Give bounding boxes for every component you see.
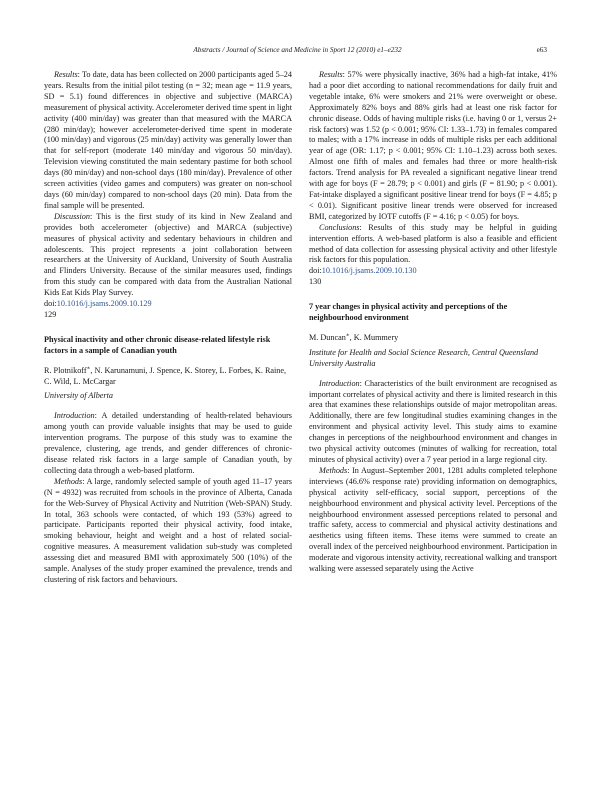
right-column	[309, 70, 557, 575]
introduction-label: Introduction	[54, 411, 95, 421]
discussion-paragraph: Discussion: This is the first study of its kind in New Zealand and provides both accelerometer (objective) and MARCA (subjective) measures of physical activity and sedentary behaviours in children and adolescents. This project represents a joint collaboration between researchers at the University of Auckland, University of South Australia and Flinders University. Because of the similar measures used, findings from this study can be compared with data from the Australian National Kids Eat Kids Play Survey.	[44, 211, 292, 298]
journal-citation: Abstracts / Journal of Science and Medicine in Sport 12 (2010) e1–e232	[193, 46, 402, 54]
results-label: Results	[319, 70, 343, 79]
corresponding-author-mark: ∗	[345, 332, 350, 339]
doi-line: doi:10.1016/j.jsams.2009.10.130	[309, 266, 417, 276]
introduction-paragraph: Introduction: A detailed understanding of health-related behaviours among youth can provide valuable insights that may be used to guide intervention programs. The purpose of this study was to examine the prevalence, clustering, age trends, and gender differences of chronic-disease related risk factors in a large sample of Canadian youth, by collecting data through a web-based platform.	[44, 411, 292, 475]
author-list: R. Plotnikoff∗, N. Karunamuni, J. Spence, K. Storey, L. Forbes, K. Raine, C. Wild, L. McCargar	[44, 364, 287, 386]
doi-link[interactable]: 10.1016/j.jsams.2009.10.129	[56, 299, 152, 309]
abstract-title: 7 year changes in physical activity and perceptions of the neighbourhood environment	[309, 302, 508, 323]
conclusions-paragraph: Conclusions: Results of this study may be helpful in guiding intervention efforts. A web-based platform is also a feasible and efficient method of data collection for assessing physical activity and other lifestyle risk factors for this population.	[309, 222, 557, 265]
page-number: e63	[536, 46, 547, 54]
introduction-paragraph: Introduction: Characteristics of the built environment are recognised as important correlates of physical activity and there is limited research in this area that examines these relationships outside of major metropolitan areas. Additionally, there are few longitudinal studies examining changes in the environment and physical activity level. This study aims to examine changes in perceptions of the neighbourhood environment and changes in two physical activity outcomes (minutes of walking for recreation, total minutes of physical activity) over a 7 year period in a large regional city.	[309, 378, 557, 464]
methods-paragraph: Methods: A large, randomly selected sample of youth aged 11–17 years (N = 4932) was recruited from schools in the province of Alberta, Canada for the Web-Survey of Physical Activity and Nutrition (Web-SPAN) Study. In total, 363 schools were contacted, of which 193 (53%) agreed to participate. Participants reported their physical activity, food intake, smoking behaviour, height and weight and a host of related social-cognitive measures. A measurement validation sub-study was completed assessing diet and measured BMI with approximately 500 (10%) of the sample. Analyses of the study proper examined the prevalence, trends and clustering of risk factors and behaviours.	[44, 476, 292, 584]
affiliation: Institute for Health and Social Science Research, Central Queensland University Australia	[309, 347, 539, 368]
doi-line: doi:10.1016/j.jsams.2009.10.129	[44, 299, 152, 309]
methods-label: Methods	[54, 476, 83, 486]
abstract-number: 129	[44, 309, 57, 319]
introduction-label: Introduction	[319, 378, 360, 388]
left-column	[44, 70, 292, 586]
discussion-label: Discussion	[54, 211, 90, 221]
results-label: Results	[54, 70, 78, 79]
corresponding-author-mark: ∗	[86, 364, 91, 371]
abstract-title: Physical inactivity and other chronic disease-related lifestyle risk factors in a sample of Canadian youth	[44, 334, 271, 355]
results-paragraph: Results: 57% were physically inactive, 36% had a high-fat intake, 41% had a poor diet according to national recommendations for daily fruit and vegetable intake, 6% were smokers and 21% were overweight or obese. Approximately 82% boys and 88% girls had at least one risk factor for chronic disease. Odds of having multiple risks (i.e. having 0 or 1, versus 2+ risk factors) was 1.52 (p < 0.001; 95% CI: 1.33–1.73) in females compared to males; with a 17% increase in odds of multiple risks per each additional year of age (OR: 1.17; p < 0.001; 95% CI: 1.10–1.23) across both sexes. Almost one fifth of males and females had three or more health-risk factors. Trend analysis for PA revealed a significant negative linear trend with age for boys (F = 28.79; p < 0.001) and girls (F = 81.90; p < 0.001). Fat-intake displayed a significant positive linear trend for boys (F = 4.85; p < 0.01). Significant positive linear trends were observed for increased BMI, categorized by IOTF cutoffs (F = 4.16; p < 0.05) for boys.	[309, 70, 557, 221]
results-paragraph: Results: To date, data has been collected on 2000 participants aged 5–24 years. Results from the initial pilot testing (n = 32; mean age = 11.9 years, SD = 5.1) found differences in objective and subjective (MARCA) measurement of physical activity. Accelerometer derived time spent in light activity (400 min/day) was greater than that measured with the MARCA (280 min/day); however accelerometer-derived time spent in moderate (100 min/day) and vigorous (25 min/day) activity was generally lower than that for self-report (moderate 140 min/day and vigorous 50 min/day). Television viewing constituted the main sedentary pastime for both school days (80 min/day) and non-school days (180 min/day). Prevalence of other screen activities (video games and computers) was greater on non-school days (60 min/day) compared to non-school days (20 min). Data from the final sample will be presented.	[44, 70, 292, 210]
affiliation: University of Alberta	[44, 391, 113, 401]
methods-label: Methods	[319, 465, 348, 475]
running-header	[0, 46, 595, 58]
methods-paragraph: Methods: In August–September 2001, 1281 adults completed telephone interviews (46.6% response rate) providing information on demographics, physical activity self-efficacy, social support, perceptions of the neighbourhood environment and physical activity level. Perceptions of the neighbourhood environment assessed perceptions related to personal and traffic safety, access to commercial and physical activity destinations and aesthetics using fifteen items. These items were summed to create an overall index of the perceived neighbourhood environment. Participation in moderate and vigorous intensity activity, recreational walking and transport walking were assessed separately using the Active	[309, 465, 557, 574]
abstract-number: 130	[309, 277, 322, 287]
author-list: M. Duncan∗, K. Mummery	[309, 332, 399, 342]
conclusions-label: Conclusions	[319, 222, 360, 232]
doi-link[interactable]: 10.1016/j.jsams.2009.10.130	[321, 266, 417, 276]
